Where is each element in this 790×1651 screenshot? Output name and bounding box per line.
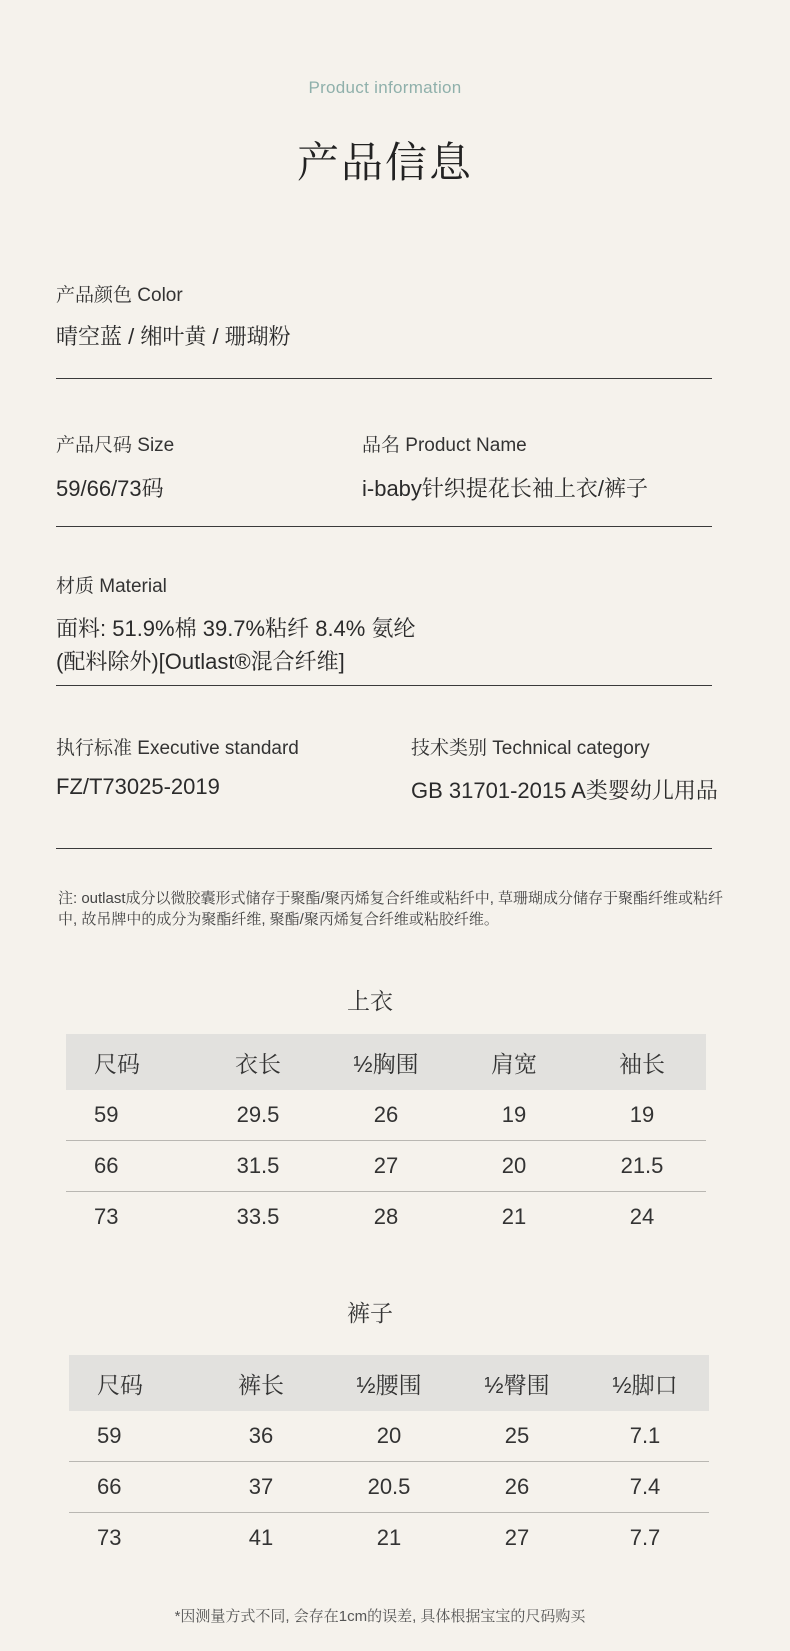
divider [56,848,712,849]
table-header-row [66,1034,706,1090]
table-row [66,1192,706,1243]
table-header-cell: 肩宽 [450,1034,578,1090]
product-name-label: 品名 Product Name [362,435,527,456]
table-header-cell: 衣长 [194,1034,322,1090]
color-label: 产品颜色 Color [56,285,183,306]
product-name-value: i-baby针织提花长袖上衣/裤子 [362,476,649,501]
page-subtitle: Product information [308,78,462,97]
table-cell: 7.4 [581,1462,709,1513]
divider [56,378,712,379]
table-cell: 21 [376,1525,402,1550]
material-line-2: (配料除外)[Outlast®混合纤维] [56,649,345,674]
pants-size-table [69,1355,709,1563]
table-cell: 59 [66,1090,194,1141]
color-value: 晴空蓝 / 缃叶黄 / 珊瑚粉 [56,324,291,349]
table-cell: 27 [504,1525,530,1550]
table-row [66,1141,706,1192]
table-cell: 28 [373,1204,399,1229]
table-header-cell: 袖长 [578,1034,706,1090]
table-header-cell: ½脚口 [581,1355,709,1411]
table-header-cell: 裤长 [197,1355,325,1411]
table-header-cell: ½胸围 [322,1034,450,1090]
table-cell: 26 [322,1090,450,1141]
standard-value: FZ/T73025-2019 [56,774,220,799]
table-row [69,1411,709,1462]
size-value: 59/66/73码 [56,476,164,501]
table-row [69,1462,709,1513]
standard-label: 执行标准 Executive standard [56,738,299,759]
top-table-title: 上衣 [347,988,393,1014]
size-label: 产品尺码 Size [56,435,175,456]
table-cell: 33.5 [236,1204,280,1229]
table-cell: 26 [453,1462,581,1513]
table-cell: 20.5 [325,1462,453,1513]
table-cell: 7.1 [581,1411,709,1462]
table-cell: 7.7 [629,1525,661,1550]
table-row [66,1090,706,1141]
material-label: 材质 Material [56,576,167,597]
table-cell: 29.5 [194,1090,322,1141]
page-title: 产品信息 [296,139,473,186]
table-cell: 37 [197,1462,325,1513]
top-size-table [66,1034,706,1242]
table-header-cell: ½臀围 [453,1355,581,1411]
table-cell: 73 [97,1525,122,1550]
table-cell: 19 [450,1090,578,1141]
table-cell: 36 [197,1411,325,1462]
category-value: GB 31701-2015 A类婴幼儿用品 [411,778,718,803]
material-note: 注: outlast成分以微胶囊形式储存于聚酯/聚丙烯复合纤维或粘纤中, 草珊瑚成分储存于聚酯纤维或粘纤中, 故吊牌中的成分为聚酯纤维, 聚酯/聚丙烯复合纤维或粘胶纤维。 [58,890,724,928]
table-header-cell: 尺码 [69,1355,197,1411]
table-cell: 59 [69,1411,197,1462]
table-cell: 19 [578,1090,706,1141]
table-row [69,1513,709,1564]
footnote: *因测量方式不同, 会存在1cm的误差, 具体根据宝宝的尺码购买 [174,1608,586,1625]
table-cell: 21 [501,1204,527,1229]
divider [56,526,712,527]
table-cell: 20 [325,1411,453,1462]
table-cell: 73 [94,1204,119,1229]
table-cell: 25 [453,1411,581,1462]
divider [56,685,712,686]
table-cell: 20 [450,1141,578,1192]
table-header-cell: ½腰围 [325,1355,453,1411]
table-cell: 27 [322,1141,450,1192]
table-cell: 66 [69,1462,197,1513]
category-label: 技术类别 Technical category [411,738,650,759]
pants-table-title: 裤子 [347,1300,393,1326]
table-cell: 41 [248,1525,274,1550]
table-header-cell: 尺码 [66,1034,194,1090]
table-header-row [69,1355,709,1411]
table-cell: 24 [629,1204,655,1229]
table-cell: 66 [66,1141,194,1192]
material-line-1: 面料: 51.9%棉 39.7%粘纤 8.4% 氨纶 [56,616,416,641]
table-cell: 21.5 [578,1141,706,1192]
table-cell: 31.5 [194,1141,322,1192]
